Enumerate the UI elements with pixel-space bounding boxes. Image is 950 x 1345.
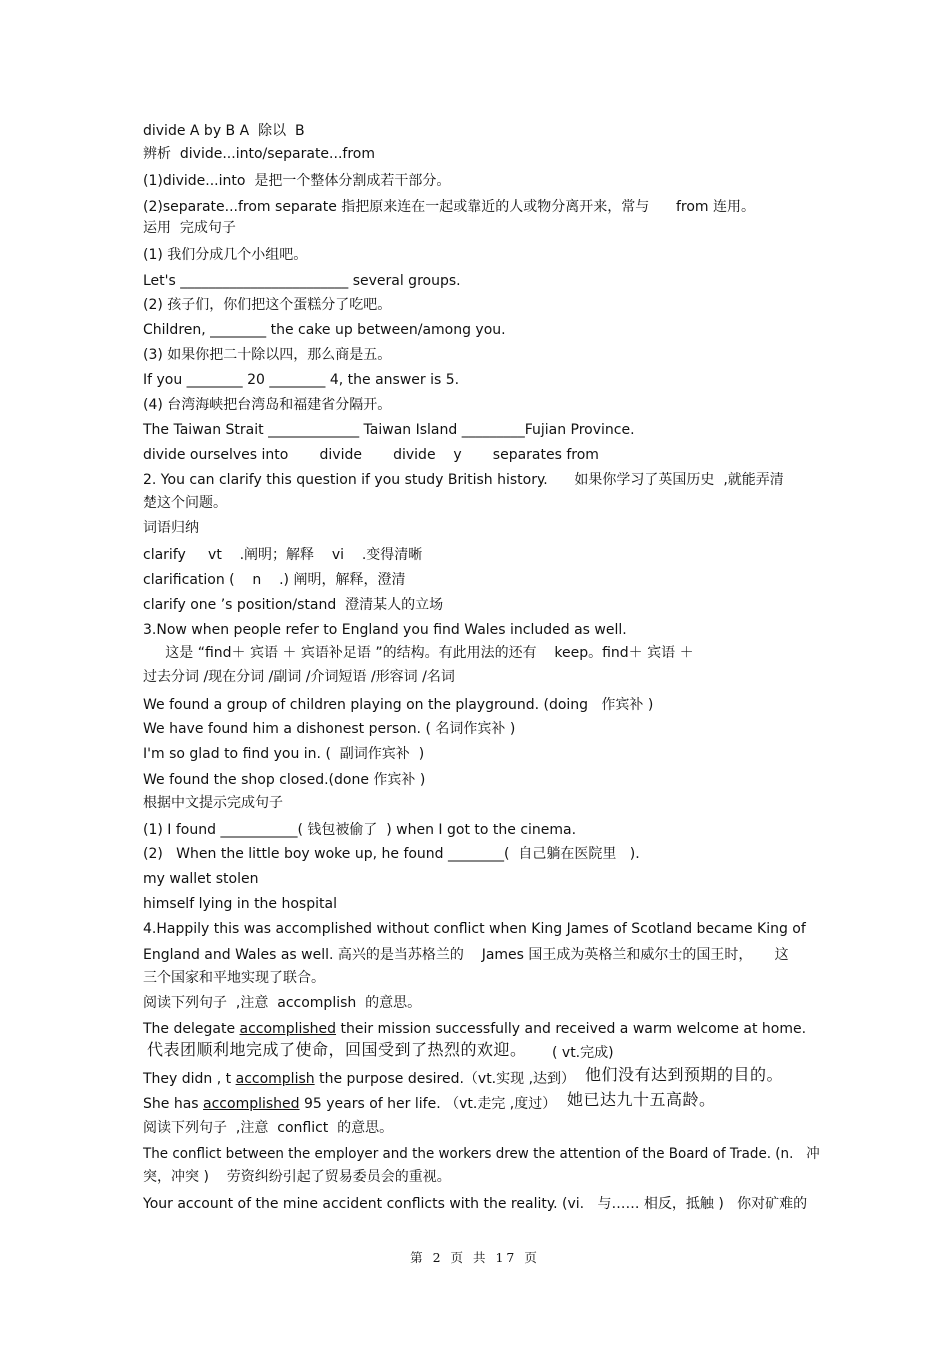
example-sentence (143, 1020, 806, 1038)
underlined-word: accomplished (239, 1021, 337, 1037)
text-line: (1) 我们分成几个小组吧。 (143, 247, 308, 263)
text-line: 辨析 divide...into/separate...from (143, 146, 375, 162)
example-sentence (143, 1095, 556, 1113)
text-line: If you ________ 20 ________ 4, the answer is 5. (143, 372, 460, 388)
text-line: 阅读下列句子 ,注意 accomplish 的意思。 (143, 995, 422, 1011)
underlined-word: accomplished (203, 1096, 300, 1112)
text-line: 阅读下列句子 ,注意 conflict 的意思。 (143, 1120, 394, 1136)
example-text: They didn , t (143, 1071, 236, 1087)
text-line: 3.Now when people refer to England you find Wales included as well. (143, 622, 627, 638)
text-line: The conflict between the employer and the workers drew the attention of the Board of Trade. (n. 冲 (143, 1146, 820, 1162)
text-line: 过去分词 /现在分词 /副词 /介词短语 /形容词 /名词 (143, 669, 455, 685)
text-line: 三个国家和平地实现了联合。 (143, 970, 325, 986)
text-line: Children, ________ the cake up between/among you. (143, 322, 506, 338)
example-text: the purpose desired.（vt.实现 ,达到） (314, 1071, 576, 1087)
text-line: 根据中文提示完成句子 (143, 795, 283, 811)
text-line: (1)divide...into 是把一个整体分割成若干部分。 (143, 173, 451, 189)
text-line: 楚这个问题。 (143, 495, 227, 511)
text-line: 这是 “find＋ 宾语 ＋ 宾语补足语 ”的结构。有此用法的还有 keep。find＋ 宾语 ＋ (143, 645, 694, 661)
text-line: 词语归纳 (143, 520, 199, 536)
text-line: my wallet stolen (143, 871, 259, 887)
part-of-speech-note: ( vt.完成) (552, 1045, 614, 1061)
handwritten-translation: 代表团顺利地完成了使命，回国受到了热烈的欢迎。 (147, 1040, 527, 1059)
text-line: (2) When the little boy woke up, he found ________( 自己躺在医院里 ). (143, 846, 640, 862)
text-line: (1) I found ___________( 钱包被偷了 ) when I got to the cinema. (143, 822, 577, 838)
text-line: 突，冲突 ) 劳资纠纷引起了贸易委员会的重视。 (143, 1169, 451, 1185)
text-line: The Taiwan Strait _____________ Taiwan Island _________Fujian Province. (143, 422, 635, 438)
text-line: clarify vt .阐明；解释 vi .变得清晰 (143, 547, 423, 563)
text-line: divide ourselves into divide divide y separates from (143, 447, 599, 463)
text-line: 4.Happily this was accomplished without conflict when King James of Scotland became King of (143, 921, 806, 937)
handwritten-translation: 他们没有达到预期的目的。 (585, 1065, 784, 1084)
text-line: England and Wales as well. 高兴的是当苏格兰的 James 国王成为英格兰和威尔士的国王时， 这 (143, 947, 789, 963)
page-footer: 第 2 页 共 17 页 (410, 1250, 540, 1265)
text-line: (2) 孩子们，你们把这个蛋糕分了吃吧。 (143, 297, 392, 313)
text-line: 运用 完成句子 (143, 220, 236, 236)
text-line: himself lying in the hospital (143, 896, 337, 912)
example-text: She has (143, 1096, 204, 1112)
example-text: The delegate (143, 1021, 240, 1037)
text-line: We found a group of children playing on the playground. (doing 作宾补 ) (143, 697, 654, 713)
text-line: We found the shop closed.(done 作宾补 ) (143, 772, 426, 788)
example-text: 95 years of her life. （vt.走完 ,度过） (299, 1096, 557, 1112)
text-line: clarify one ’s position/stand 澄清某人的立场 (143, 597, 444, 613)
example-sentence (143, 1070, 575, 1088)
text-line: Let's ________________________ several groups. (143, 273, 461, 289)
text-line: divide A by B A 除以 B (143, 123, 305, 139)
handwritten-translation: 她已达九十五高龄。 (567, 1090, 716, 1109)
text-line: Your account of the mine accident conflicts with the reality. (vi. 与…… 相反，抵触 ) 你对矿难的 (143, 1196, 808, 1212)
text-line: (2)separate...from separate 指把原来连在一起或靠近的人或物分离开来，常与 from 连用。 (143, 199, 756, 215)
example-text: their mission successfully and received a warm welcome at home. (336, 1021, 807, 1037)
underlined-word: accomplish (235, 1071, 315, 1087)
text-line: I'm so glad to find you in. ( 副词作宾补 ) (143, 746, 425, 762)
text-line: (3) 如果你把二十除以四，那么商是五。 (143, 347, 392, 363)
text-line: clarification ( n .) 阐明，解释，澄清 (143, 572, 406, 588)
text-line: (4) 台湾海峡把台湾岛和福建省分隔开。 (143, 397, 392, 413)
text-line: We have found him a dishonest person. ( 名词作宾补 ) (143, 721, 516, 737)
text-line: 2. You can clarify this question if you study British history. 如果你学习了英国历史 ,就能弄清 (143, 472, 784, 488)
